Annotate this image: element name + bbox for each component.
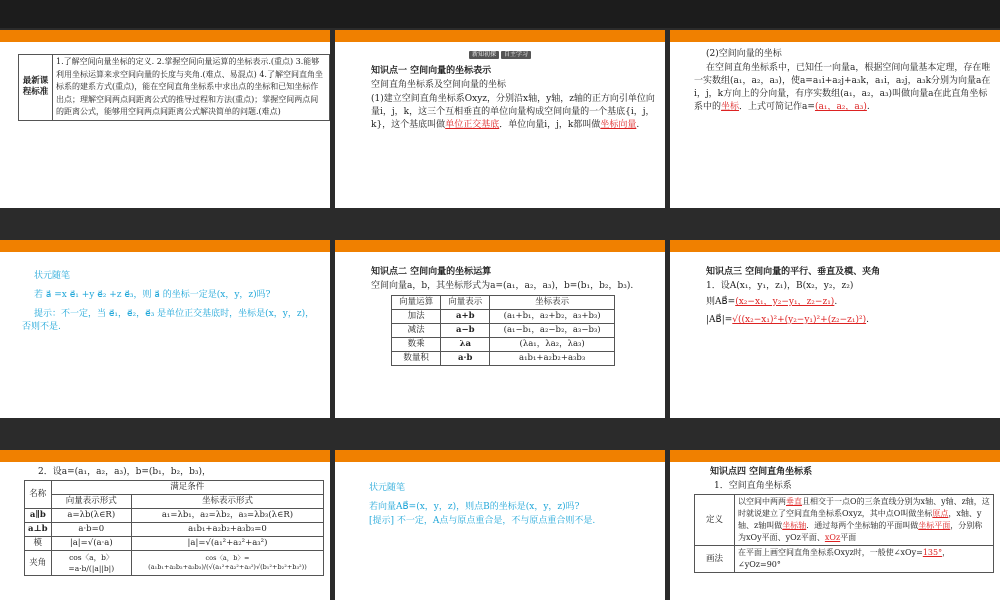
slide-header-band [0,30,330,42]
note-label: 状元随笔 [34,271,71,281]
note-question: 若 a⃗ =x e⃗₁ +y e⃗₂ +z e⃗₃，则 a⃗ 的坐标一定是(x，y，z)吗? [34,290,271,300]
answer-blank: (a₁，a₂，a₃) [814,102,867,112]
slide-header-band [0,240,330,252]
note-answer: [提示] 不一定，A点与原点重合是，不与原点重合则不是. [369,516,596,526]
slide-9[interactable] [670,450,1000,600]
slide-7[interactable] [0,450,330,600]
slide-1[interactable] [0,30,330,208]
tag-label: 新知初探 [469,51,499,59]
slide-header-band [335,450,665,462]
note-label: 状元随笔 [369,483,406,493]
answer-blank: 坐标向量 [600,120,637,130]
slide-header-band [335,240,665,252]
slide-header-band [335,30,665,42]
answer-blank: 垂直 [786,497,802,506]
answer-blank: 坐标平面 [918,521,951,530]
slide-8[interactable] [335,450,665,600]
paragraph: 1．设A(x₁，y₁，z₁)，B(x₂，y₂，z₂) [706,281,854,291]
table-header: 名称 [25,481,52,509]
table-header: 向量表示 [441,296,490,310]
paragraph: 在空间直角坐标系中，已知任一向量a，根据空间向量基本定理，存在唯一实数组(a₁，a₂，a₃)，使a=a₁i+a₂j+a₃k，a₁i，a₂j，a₃k分别为向量a在i，j，k方向上的分向量，有序实数组(a₁，a₂，a₃)叫做向量a在此直角坐标系中的坐标．上式可简记作a=(a₁，a₂，a₃). [694,63,991,112]
table-row: 减法 a−b (a₁−b₁，a₂−b₂，a₃−b₃) [392,324,615,338]
table-header: 向量运算 [392,296,441,310]
slide-header-band [670,450,1000,462]
formula-line: |AB⃗|=√((x₂−x₁)²+(y₂−y₁)²+(z₂−z₁)²). [706,315,869,325]
coordinate-system-table [694,494,994,573]
section-title: 知识点三 空间向量的平行、垂直及模、夹角 [706,267,881,277]
section-title: 知识点四 空间直角坐标系 [710,467,813,477]
slide-header-band [670,30,1000,42]
answer-blank: 坐标轴 [782,521,807,530]
section-title: 知识点一 空间向量的坐标表示 [371,66,492,76]
answer-blank: 坐标 [721,102,740,112]
row-label: 画法 [695,546,735,573]
note-question: 若向量AB⃗=(x，y，z)，则点B的坐标是(x，y，z)吗? [369,502,580,512]
table-row: a⊥b a·b=0 a₁b₁+a₂b₂+a₃b₃=0 [25,523,324,537]
paragraph: 2．设a=(a₁，a₂，a₃)，b=(b₁，b₂，b₃)， [38,467,212,477]
answer-blank: xOz [824,533,841,542]
paragraph: 空间向量a，b，其坐标形式为a=(a₁，a₂，a₃)，b=(b₁，b₂，b₃). [371,281,634,291]
vector-relation-table [24,480,324,576]
table-row: a∥b a=λb(λ∈R) a₁=λb₁，a₂=λb₂，a₃=λb₃(λ∈R) [25,509,324,523]
paragraph: (1)建立空间直角坐标系Oxyz，分别沿x轴，y轴，z轴的正方向引单位向量i，j，k，这三个互相垂直的单位向量构成空间向量的一个基底{i，j，k}，这个基底叫做单位正交基底．单位向量i，j，k都叫做坐标向量. [371,94,655,130]
section-tag-bar [343,48,657,61]
table-body: 1.了解空间向量坐标的定义. 2.掌握空间向量运算的坐标表示.(重点) 3.能够利用坐标运算来求空间向量的长度与夹角.(难点、易混点) 4.了解空间直角坐标系的建系方式(重点)，能在空间直角坐标系中求出点的坐标和已知坐标作出点；理解空间两点间距离公式的推导过程和方法(重点)；掌握空间两点间的距离公式，能够用空间两点间距离公式解决简单的问题.(难点) [53,55,330,121]
slide-6[interactable] [670,240,1000,418]
table-row: 数量积 a·b a₁b₁+a₂b₂+a₃b₃ [392,352,615,366]
slide-4[interactable] [0,240,330,418]
table-row: 画法 在平面上画空间直角坐标系Oxyz时，一般使∠xOy=135°，∠yOz=90° [695,546,994,573]
subsection-title: 1．空间直角坐标系 [714,481,792,491]
table-row: 模 |a|=√(a·a) |a|=√(a₁²+a₂²+a₃²) [25,537,324,551]
table-row: 定义 以空间中两两垂直且相交于一点O的三条直线分别为x轴、y轴、z轴，这时就说建立了空间直角坐标系Oxyz，其中点O叫做坐标原点，x轴、y轴、z轴叫做坐标轴．通过每两个坐标轴的平面叫做坐标平面，分别称为xOy平面、yOz平面、xOz平面 [695,495,994,546]
formula-line: 则AB⃗=(x₂−x₁，y₂−y₁，z₂−z₁). [706,297,838,307]
row-label: 定义 [695,495,735,546]
section-title: (2)空间向量的坐标 [706,49,782,59]
table-header: 坐标表示 [490,296,615,310]
subsection-title: 空间直角坐标系及空间向量的坐标 [371,80,507,90]
tag-label: 自主学习 [501,51,531,59]
table-header: 最新课程标准 [19,55,53,121]
answer-blank: 135° [922,548,943,557]
table-header: 满足条件 [51,481,323,495]
slide-header-band [670,240,1000,252]
table-header: 坐标表示形式 [131,495,323,509]
table-row: 数乘 λa (λa₁，λa₂，λa₃) [392,338,615,352]
slide-3[interactable] [670,30,1000,208]
answer-blank: 单位正交基底 [445,120,500,130]
slide-2[interactable] [335,30,665,208]
top-toolbar [0,0,1000,28]
slide-5[interactable] [335,240,665,418]
answer-blank: √((x₂−x₁)²+(y₂−y₁)²+(z₂−z₁)²) [732,315,867,325]
table-row: 夹角 cos〈a，b〉=a·b/(|a||b|) cos〈a，b〉=(a₁b₁+a₂b₂+a₃b₃)/(√(a₁²+a₂²+a₃²)√(b₁²+b₂²+b₃²)) [25,551,324,576]
table-row: 加法 a+b (a₁+b₁，a₂+b₂，a₃+b₃) [392,310,615,324]
answer-blank: 原点 [932,509,949,518]
answer-blank: (x₂−x₁，y₂−y₁，z₂−z₁) [735,297,835,307]
slide-header-band [0,450,330,462]
table-header: 向量表示形式 [51,495,131,509]
section-title: 知识点二 空间向量的坐标运算 [371,267,492,277]
curriculum-standard-table [18,54,330,121]
note-answer: 提示：不一定，当 e⃗₁，e⃗₂，e⃗₃ 是单位正交基底时，坐标是(x，y，z)，否则不是. [22,309,315,332]
coordinate-operation-table [391,295,615,366]
